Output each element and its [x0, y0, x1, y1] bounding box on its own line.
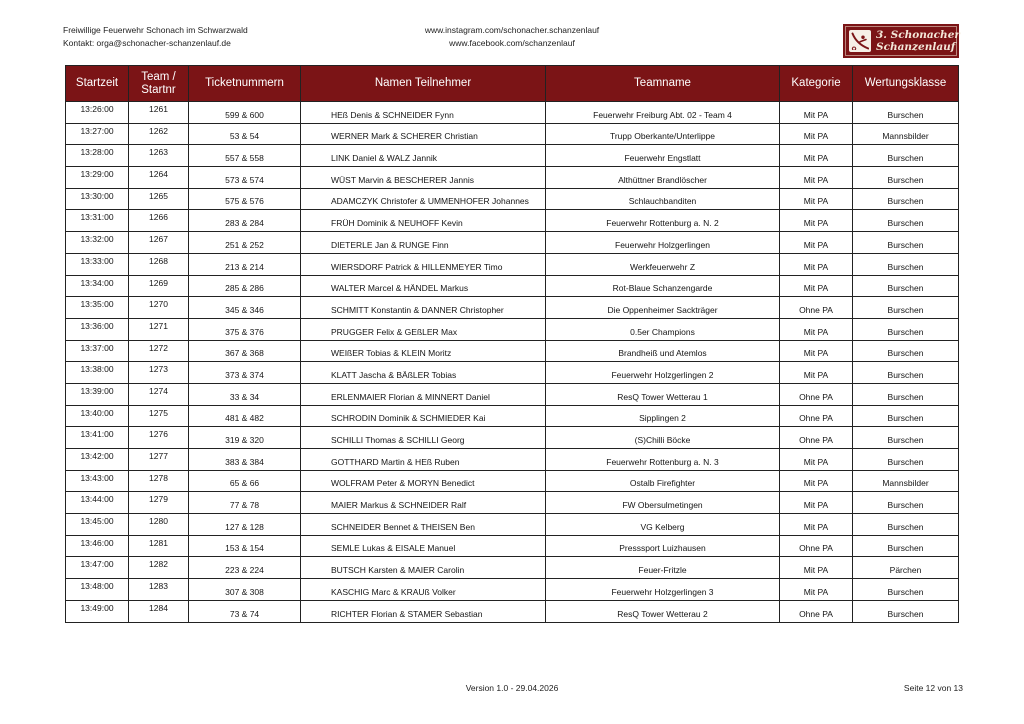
cell-startnr: 1278 — [129, 470, 189, 492]
cell-kategorie: Ohne PA — [780, 383, 853, 405]
cell-namen-teilnehmer: WOLFRAM Peter & MORYN Benedict — [301, 470, 546, 492]
cell-kategorie: Mit PA — [780, 167, 853, 189]
table-row — [66, 145, 959, 167]
cell-wertungsklasse: Burschen — [853, 600, 959, 622]
table-row — [66, 210, 959, 232]
cell-ticketnummern: 345 & 346 — [189, 297, 301, 319]
cell-ticketnummern: 599 & 600 — [189, 102, 301, 124]
cell-startnr: 1284 — [129, 600, 189, 622]
document-version: Version 1.0 - 29.04.2026 — [465, 683, 559, 693]
cell-ticketnummern: 73 & 74 — [189, 600, 301, 622]
cell-startnr: 1279 — [129, 492, 189, 514]
table-row — [66, 427, 959, 449]
cell-teamname: Trupp Oberkante/Unterlippe — [546, 123, 780, 145]
cell-wertungsklasse: Burschen — [853, 427, 959, 449]
cell-startzeit: 13:39:00 — [66, 383, 129, 405]
cell-namen-teilnehmer: MAIER Markus & SCHNEIDER Ralf — [301, 492, 546, 514]
cell-namen-teilnehmer: WEIßER Tobias & KLEIN Moritz — [301, 340, 546, 362]
cell-ticketnummern: 383 & 384 — [189, 449, 301, 471]
cell-wertungsklasse: Burschen — [853, 405, 959, 427]
cell-wertungsklasse: Burschen — [853, 167, 959, 189]
table-row — [66, 362, 959, 384]
table-row — [66, 383, 959, 405]
facebook-url: www.facebook.com/schanzenlauf — [449, 38, 575, 48]
cell-kategorie: Mit PA — [780, 557, 853, 579]
cell-namen-teilnehmer: SCHMITT Konstantin & DANNER Christopher — [301, 297, 546, 319]
cell-wertungsklasse: Burschen — [853, 449, 959, 471]
cell-startnr: 1275 — [129, 405, 189, 427]
table-header — [66, 66, 959, 102]
cell-ticketnummern: 283 & 284 — [189, 210, 301, 232]
cell-kategorie: Mit PA — [780, 232, 853, 254]
cell-ticketnummern: 573 & 574 — [189, 167, 301, 189]
cell-wertungsklasse: Burschen — [853, 492, 959, 514]
cell-wertungsklasse: Burschen — [853, 297, 959, 319]
cell-startzeit: 13:27:00 — [66, 123, 129, 145]
cell-kategorie: Mit PA — [780, 340, 853, 362]
cell-teamname: ResQ Tower Wetterau 2 — [546, 600, 780, 622]
table-row — [66, 405, 959, 427]
organizer-contact: Kontakt: orga@schonacher-schanzenlauf.de — [63, 38, 231, 48]
cell-ticketnummern: 53 & 54 — [189, 123, 301, 145]
event-logo-line1: 3. Schonacher — [876, 29, 960, 41]
cell-ticketnummern: 251 & 252 — [189, 232, 301, 254]
organizer-name: Freiwillige Feuerwehr Schonach im Schwarzwald — [63, 25, 248, 35]
cell-ticketnummern: 153 & 154 — [189, 535, 301, 557]
cell-teamname: Die Oppenheimer Sackträger — [546, 297, 780, 319]
cell-teamname: Althüttner Brandlöscher — [546, 167, 780, 189]
cell-namen-teilnehmer: SCHRODIN Dominik & SCHMIEDER Kai — [301, 405, 546, 427]
cell-startnr: 1274 — [129, 383, 189, 405]
cell-namen-teilnehmer: BUTSCH Karsten & MAIER Carolin — [301, 557, 546, 579]
cell-namen-teilnehmer: WIERSDORF Patrick & HILLENMEYER Timo — [301, 253, 546, 275]
cell-kategorie: Mit PA — [780, 449, 853, 471]
cell-namen-teilnehmer: FRÜH Dominik & NEUHOFF Kevin — [301, 210, 546, 232]
cell-startzeit: 13:28:00 — [66, 145, 129, 167]
cell-namen-teilnehmer: ADAMCZYK Christofer & UMMENHOFER Johannes — [301, 188, 546, 210]
cell-teamname: 0.5er Champions — [546, 318, 780, 340]
cell-teamname: Feuerwehr Holzgerlingen 2 — [546, 362, 780, 384]
cell-startzeit: 13:30:00 — [66, 188, 129, 210]
cell-namen-teilnehmer: HEß Denis & SCHNEIDER Fynn — [301, 102, 546, 124]
table-row — [66, 188, 959, 210]
col-header-namen: Namen Teilnehmer — [301, 66, 546, 102]
table-row — [66, 470, 959, 492]
cell-wertungsklasse: Burschen — [853, 362, 959, 384]
cell-startnr: 1282 — [129, 557, 189, 579]
cell-startnr: 1262 — [129, 123, 189, 145]
table-row — [66, 297, 959, 319]
cell-startzeit: 13:43:00 — [66, 470, 129, 492]
table-row — [66, 167, 959, 189]
cell-startnr: 1264 — [129, 167, 189, 189]
cell-ticketnummern: 77 & 78 — [189, 492, 301, 514]
col-header-ticketnummern: Ticketnummern — [189, 66, 301, 102]
cell-teamname: Feuerwehr Freiburg Abt. 02 - Team 4 — [546, 102, 780, 124]
cell-teamname: Ostalb Firefighter — [546, 470, 780, 492]
cell-startzeit: 13:45:00 — [66, 514, 129, 536]
cell-startzeit: 13:42:00 — [66, 449, 129, 471]
cell-ticketnummern: 575 & 576 — [189, 188, 301, 210]
cell-wertungsklasse: Burschen — [853, 210, 959, 232]
table-row — [66, 514, 959, 536]
cell-teamname: FW Obersulmetingen — [546, 492, 780, 514]
cell-startzeit: 13:48:00 — [66, 579, 129, 601]
cell-kategorie: Ohne PA — [780, 427, 853, 449]
cell-namen-teilnehmer: SCHNEIDER Bennet & THEISEN Ben — [301, 514, 546, 536]
cell-kategorie: Mit PA — [780, 318, 853, 340]
cell-wertungsklasse: Burschen — [853, 340, 959, 362]
cell-teamname: (S)Chilli Böcke — [546, 427, 780, 449]
cell-ticketnummern: 367 & 368 — [189, 340, 301, 362]
cell-teamname: Rot-Blaue Schanzengarde — [546, 275, 780, 297]
event-logo-text — [876, 29, 960, 53]
cell-startzeit: 13:40:00 — [66, 405, 129, 427]
cell-startnr: 1281 — [129, 535, 189, 557]
cell-ticketnummern: 285 & 286 — [189, 275, 301, 297]
cell-startzeit: 13:33:00 — [66, 253, 129, 275]
cell-ticketnummern: 33 & 34 — [189, 383, 301, 405]
table-row — [66, 579, 959, 601]
cell-wertungsklasse: Burschen — [853, 579, 959, 601]
cell-namen-teilnehmer: RICHTER Florian & STAMER Sebastian — [301, 600, 546, 622]
event-logo-line2: Schanzenlauf — [876, 41, 956, 53]
cell-namen-teilnehmer: KLATT Jascha & BÄßLER Tobias — [301, 362, 546, 384]
cell-startnr: 1266 — [129, 210, 189, 232]
cell-kategorie: Mit PA — [780, 188, 853, 210]
cell-kategorie: Ohne PA — [780, 405, 853, 427]
cell-startnr: 1277 — [129, 449, 189, 471]
table-row — [66, 449, 959, 471]
cell-startnr: 1270 — [129, 297, 189, 319]
cell-startzeit: 13:46:00 — [66, 535, 129, 557]
cell-namen-teilnehmer: LINK Daniel & WALZ Jannik — [301, 145, 546, 167]
table-row — [66, 102, 959, 124]
cell-startnr: 1271 — [129, 318, 189, 340]
cell-teamname: Brandheiß und Atemlos — [546, 340, 780, 362]
cell-startzeit: 13:49:00 — [66, 600, 129, 622]
cell-startzeit: 13:34:00 — [66, 275, 129, 297]
col-header-startzeit: Startzeit — [66, 66, 129, 102]
cell-kategorie: Ohne PA — [780, 297, 853, 319]
cell-startzeit: 13:29:00 — [66, 167, 129, 189]
event-logo — [843, 24, 959, 58]
cell-wertungsklasse: Burschen — [853, 275, 959, 297]
table-row — [66, 535, 959, 557]
col-header-teamname: Teamname — [546, 66, 780, 102]
cell-kategorie: Mit PA — [780, 102, 853, 124]
table-row — [66, 232, 959, 254]
table-row — [66, 492, 959, 514]
cell-teamname: Presssport Luizhausen — [546, 535, 780, 557]
cell-kategorie: Mit PA — [780, 579, 853, 601]
cell-namen-teilnehmer: GOTTHARD Martin & HEß Ruben — [301, 449, 546, 471]
cell-startzeit: 13:31:00 — [66, 210, 129, 232]
table-row — [66, 600, 959, 622]
cell-namen-teilnehmer: SCHILLI Thomas & SCHILLI Georg — [301, 427, 546, 449]
cell-ticketnummern: 223 & 224 — [189, 557, 301, 579]
cell-namen-teilnehmer: WALTER Marcel & HÄNDEL Markus — [301, 275, 546, 297]
cell-namen-teilnehmer: PRUGGER Felix & GEßLER Max — [301, 318, 546, 340]
cell-startnr: 1268 — [129, 253, 189, 275]
cell-namen-teilnehmer: KASCHIG Marc & KRAUß Volker — [301, 579, 546, 601]
table-row — [66, 318, 959, 340]
cell-namen-teilnehmer: WERNER Mark & SCHERER Christian — [301, 123, 546, 145]
cell-namen-teilnehmer: ERLENMAIER Florian & MINNERT Daniel — [301, 383, 546, 405]
col-header-kategorie: Kategorie — [780, 66, 853, 102]
cell-startnr: 1267 — [129, 232, 189, 254]
cell-kategorie: Mit PA — [780, 123, 853, 145]
cell-startzeit: 13:35:00 — [66, 297, 129, 319]
cell-teamname: Schlauchbanditen — [546, 188, 780, 210]
cell-startzeit: 13:47:00 — [66, 557, 129, 579]
cell-kategorie: Ohne PA — [780, 535, 853, 557]
cell-ticketnummern: 65 & 66 — [189, 470, 301, 492]
cell-startzeit: 13:32:00 — [66, 232, 129, 254]
cell-kategorie: Mit PA — [780, 470, 853, 492]
cell-wertungsklasse: Mannsbilder — [853, 123, 959, 145]
cell-teamname: Sipplingen 2 — [546, 405, 780, 427]
cell-wertungsklasse: Burschen — [853, 145, 959, 167]
cell-namen-teilnehmer: DIETERLE Jan & RUNGE Finn — [301, 232, 546, 254]
cell-teamname: ResQ Tower Wetterau 1 — [546, 383, 780, 405]
cell-wertungsklasse: Mannsbilder — [853, 470, 959, 492]
cell-teamname: Werkfeuerwehr Z — [546, 253, 780, 275]
cell-teamname: Feuer-Fritzle — [546, 557, 780, 579]
ski-jump-icon — [849, 30, 871, 52]
cell-wertungsklasse: Burschen — [853, 188, 959, 210]
cell-teamname: Feuerwehr Rottenburg a. N. 2 — [546, 210, 780, 232]
cell-wertungsklasse: Burschen — [853, 383, 959, 405]
page-number: Seite 12 von 13 — [903, 683, 963, 693]
cell-startnr: 1283 — [129, 579, 189, 601]
cell-teamname: Feuerwehr Holzgerlingen — [546, 232, 780, 254]
cell-startnr: 1265 — [129, 188, 189, 210]
table-row — [66, 340, 959, 362]
cell-startzeit: 13:36:00 — [66, 318, 129, 340]
cell-kategorie: Mit PA — [780, 514, 853, 536]
cell-namen-teilnehmer: WÜST Marvin & BESCHERER Jannis — [301, 167, 546, 189]
cell-ticketnummern: 557 & 558 — [189, 145, 301, 167]
cell-kategorie: Ohne PA — [780, 600, 853, 622]
cell-namen-teilnehmer: SEMLE Lukas & EISALE Manuel — [301, 535, 546, 557]
cell-startzeit: 13:38:00 — [66, 362, 129, 384]
cell-ticketnummern: 307 & 308 — [189, 579, 301, 601]
cell-startnr: 1261 — [129, 102, 189, 124]
cell-kategorie: Mit PA — [780, 145, 853, 167]
cell-ticketnummern: 319 & 320 — [189, 427, 301, 449]
cell-kategorie: Mit PA — [780, 275, 853, 297]
cell-ticketnummern: 213 & 214 — [189, 253, 301, 275]
table-row — [66, 275, 959, 297]
cell-startnr: 1273 — [129, 362, 189, 384]
cell-wertungsklasse: Pärchen — [853, 557, 959, 579]
cell-teamname: Feuerwehr Engstlatt — [546, 145, 780, 167]
cell-teamname: Feuerwehr Rottenburg a. N. 3 — [546, 449, 780, 471]
cell-teamname: VG Kelberg — [546, 514, 780, 536]
cell-kategorie: Mit PA — [780, 492, 853, 514]
cell-wertungsklasse: Burschen — [853, 535, 959, 557]
cell-wertungsklasse: Burschen — [853, 102, 959, 124]
table-row — [66, 123, 959, 145]
cell-startzeit: 13:37:00 — [66, 340, 129, 362]
cell-wertungsklasse: Burschen — [853, 318, 959, 340]
cell-startzeit: 13:41:00 — [66, 427, 129, 449]
cell-ticketnummern: 375 & 376 — [189, 318, 301, 340]
start-list-table — [65, 65, 959, 623]
cell-startzeit: 13:44:00 — [66, 492, 129, 514]
cell-startnr: 1263 — [129, 145, 189, 167]
table-row — [66, 253, 959, 275]
cell-ticketnummern: 481 & 482 — [189, 405, 301, 427]
cell-kategorie: Mit PA — [780, 362, 853, 384]
cell-startnr: 1269 — [129, 275, 189, 297]
cell-ticketnummern: 373 & 374 — [189, 362, 301, 384]
instagram-url: www.instagram.com/schonacher.schanzenlauf — [424, 25, 600, 35]
cell-startzeit: 13:26:00 — [66, 102, 129, 124]
col-header-wertungsklasse: Wertungsklasse — [853, 66, 959, 102]
cell-kategorie: Mit PA — [780, 210, 853, 232]
cell-wertungsklasse: Burschen — [853, 232, 959, 254]
cell-startnr: 1272 — [129, 340, 189, 362]
cell-startnr: 1276 — [129, 427, 189, 449]
cell-ticketnummern: 127 & 128 — [189, 514, 301, 536]
cell-wertungsklasse: Burschen — [853, 514, 959, 536]
cell-wertungsklasse: Burschen — [853, 253, 959, 275]
table-body — [66, 102, 959, 623]
cell-kategorie: Mit PA — [780, 253, 853, 275]
cell-teamname: Feuerwehr Holzgerlingen 3 — [546, 579, 780, 601]
event-logo-frame — [845, 26, 960, 56]
table-row — [66, 557, 959, 579]
organizer-info — [63, 24, 248, 50]
col-header-startnr: Team / Startnr — [129, 66, 189, 102]
cell-startnr: 1280 — [129, 514, 189, 536]
